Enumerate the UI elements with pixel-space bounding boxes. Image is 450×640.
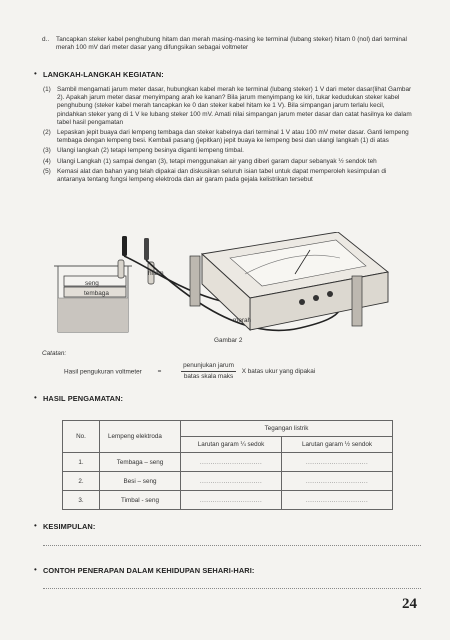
header-tegangan: Tegangan listrik <box>181 421 393 437</box>
table-row <box>63 472 393 491</box>
section-bullet: • <box>34 521 37 530</box>
cell-value-half: ............................. <box>282 453 393 472</box>
section-title-contoh: CONTOH PENERAPAN DALAM KEHIDUPAN SEHARI-HARI: <box>43 566 255 575</box>
cell-no: 3. <box>63 491 100 510</box>
black-plug-icon <box>122 236 127 256</box>
formula-fraction <box>181 362 236 381</box>
header-sub-half: Larutan garam ½ sendok <box>282 437 393 453</box>
formula-lhs: Hasil pengukuran voltmeter <box>64 368 142 376</box>
header-lempeng: Lempeng elektroda <box>100 421 181 453</box>
step-number: (1) <box>43 86 51 93</box>
formula-numerator: penunjukan jarum <box>181 362 236 372</box>
cell-value-quarter: ............................. <box>181 453 282 472</box>
red-plug-icon <box>144 238 149 260</box>
cell-value-half: ............................. <box>282 472 393 491</box>
formula-denominator: batas skala maks <box>183 373 234 381</box>
step-item <box>43 86 415 127</box>
catatan-label: Catatan: <box>42 350 67 357</box>
cell-no: 1. <box>63 453 100 472</box>
formula-rhs: X batas ukur yang dipakai <box>241 368 316 376</box>
section-title-hasil: HASIL PENGAMATAN: <box>43 394 124 403</box>
table-row <box>63 453 393 472</box>
cell-value-quarter: ............................. <box>181 491 282 510</box>
header-sub-quarter: Larutan garam ¼ sedok <box>181 437 282 453</box>
cell-lempeng: Timbal - seng <box>100 491 181 510</box>
step-number: (2) <box>43 129 51 137</box>
step-text: Kemasi alat dan bahan yang telah dipakai dan diskusikan seluruh isian tabel untuk dapat memperoleh kesimpulan di antaranya tentang fungsi lempeng elektroda dan air garam pada gejala kelistrikan tersebut <box>57 167 387 184</box>
cell-value-quarter: ............................. <box>181 472 282 491</box>
step-item <box>43 158 415 166</box>
step-text: Lepaskan jepit buaya dari lempeng tembaga dan steker kabelnya dari terminal 1 V atau 100 mV meter dasar. Ganti lempeng tembaga dengan lempeng besi. Kembali pasang (jepitkan) jepit buaya ke lempeng besi dan ulangi langkah (1) di atas <box>57 129 409 145</box>
label-merah: merah <box>233 317 252 324</box>
intro-text: Tancapkan steker kabel penghubung hitam dan merah masing-masing ke terminal (lubang steker) hitam 0 (nol) dari terminal merah 100 mV dari meter dasar yang difungsikan sebagai voltmeter <box>56 36 407 52</box>
section-title-kesimpulan: KESIMPULAN: <box>43 522 96 531</box>
formula <box>64 362 444 381</box>
label-tembaga: tembaga <box>84 290 109 297</box>
cell-no: 2. <box>63 472 100 491</box>
answer-line <box>43 588 421 589</box>
label-hitam: hitam <box>148 270 164 277</box>
intro-marker: d.. <box>42 36 50 43</box>
section-bullet: • <box>34 393 37 402</box>
clip-icon <box>118 260 124 278</box>
answer-line <box>43 545 421 546</box>
step-item <box>43 147 415 155</box>
table-row <box>63 491 393 510</box>
section-title-langkah: LANGKAH-LANGKAH KEGIATAN: <box>43 70 164 79</box>
step-text: Ulangi langkah (2) tetapi lempeng besinya diganti lempeng timbal. <box>57 147 244 155</box>
cell-lempeng: Besi – seng <box>100 472 181 491</box>
section-bullet: • <box>34 69 37 78</box>
figure-caption: Gambar 2 <box>214 337 243 344</box>
step-number: (3) <box>43 147 51 155</box>
step-text: Ulangi Langkah (1) sampai dengan (3), tetapi menggunakan air yang diberi garam dapur sebanyak ½ sendok teh <box>57 157 377 165</box>
page-number: 24 <box>402 596 417 612</box>
section-bullet: • <box>34 565 37 574</box>
step-number: (4) <box>43 157 51 165</box>
step-item <box>43 168 415 184</box>
step-item <box>43 129 415 145</box>
label-seng: seng <box>85 280 99 287</box>
steps-list <box>43 86 415 186</box>
step-number: (5) <box>43 167 51 175</box>
cell-value-half: ............................. <box>282 491 393 510</box>
header-no: No. <box>63 421 100 453</box>
observation-table <box>62 420 393 510</box>
cell-lempeng: Tembaga – seng <box>100 453 181 472</box>
step-text: Sambil mengamati jarum meter dasar, hubungkan kabel merah ke terminal (lubang steker) 1 V dari meter dasar(lihat Gambar 2). Apakah jarum meter dasar menyimpang arah ke kanan? Bila jarum menyimpang ke kiri, tukar kedudukan steker kabel penghubung (steker kabel merah tancapkan ke 0 dan steker kabel hitam ke 1 V). Bila simpangan jarum terlalu kecil, pindahkan steker yang di 1 V ke lubang steker 100 mV. Amati nilai simpangan jarum meter dasar dan catat hasilnya ke dalam tabel hasil pengamatan <box>57 86 412 126</box>
formula-equals: = <box>157 368 162 376</box>
